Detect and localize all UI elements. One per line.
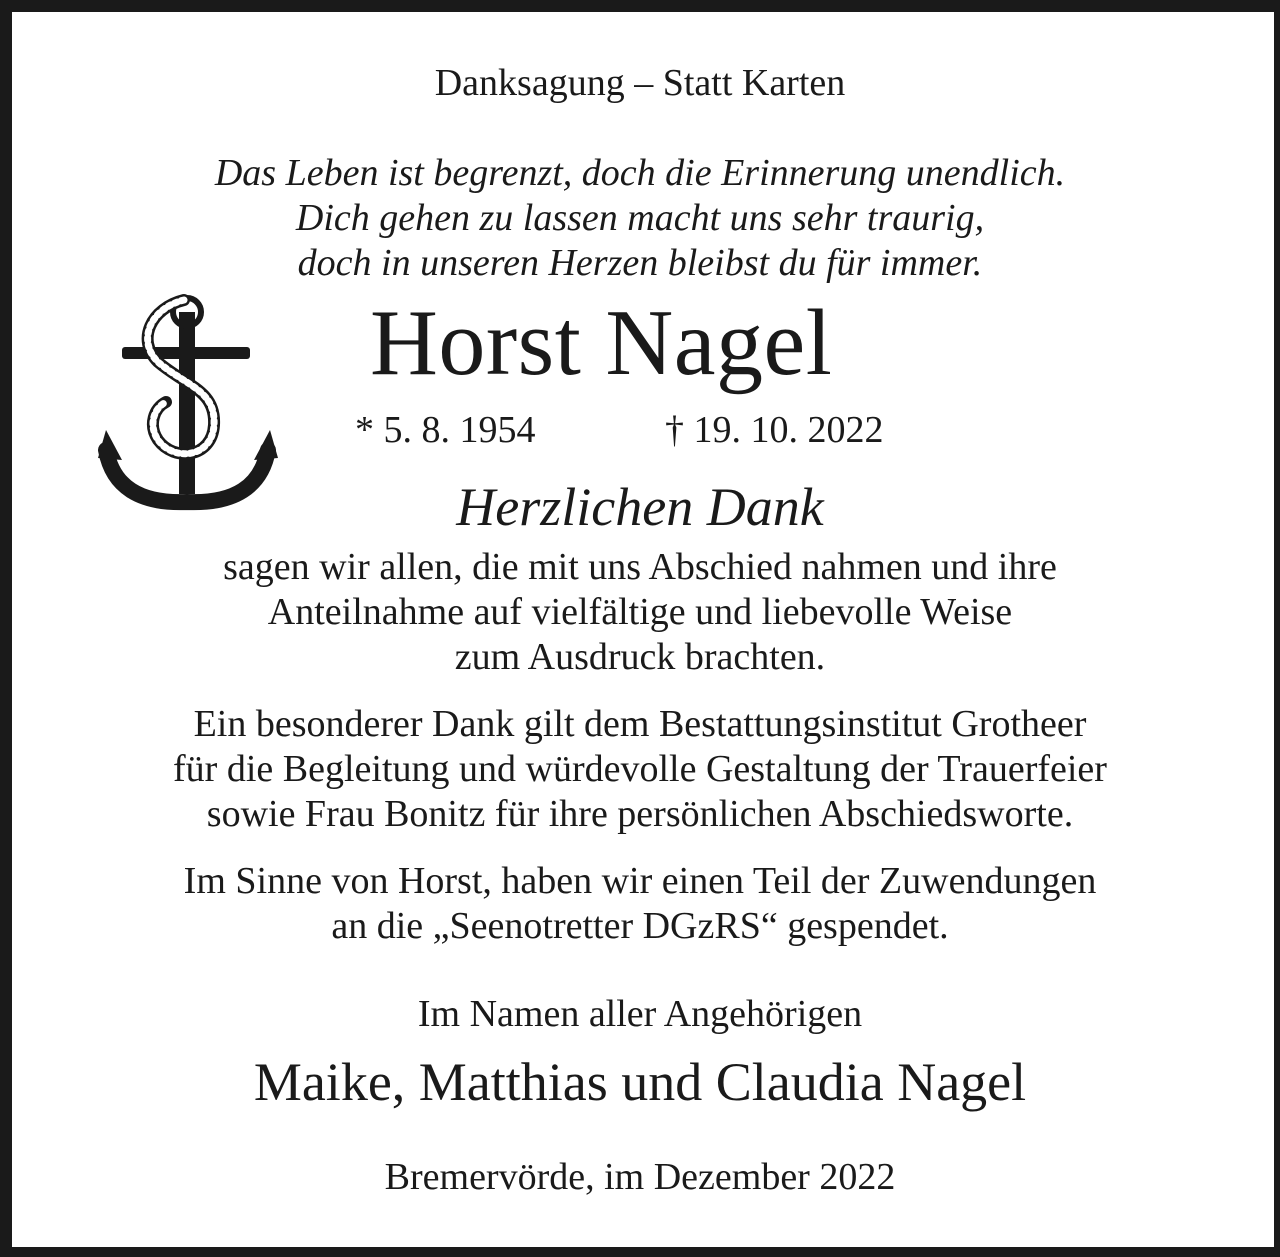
notice-heading: Danksagung – Statt Karten [434, 62, 846, 104]
motto-line: Das Leben ist begrenzt, doch die Erinnerung unendlich. [214, 152, 1066, 194]
special-thanks-line: sowie Frau Bonitz für ihre persönlichen Abschiedsworte. [206, 793, 1074, 835]
closing-line: Im Namen aller Angehörigen [417, 993, 863, 1035]
place-date: Bremervörde, im Dezember 2022 [384, 1156, 896, 1198]
deceased-name: Horst Nagel [370, 291, 833, 395]
thanks-title: Herzlichen Dank [456, 477, 824, 537]
birth-date: * 5. 8. 1954 [355, 409, 536, 451]
thanks-paragraph-line: Anteilnahme auf vielfältige und liebevolle Weise [267, 591, 1013, 633]
death-date: † 19. 10. 2022 [665, 409, 884, 451]
special-thanks-line: Ein besonderer Dank gilt dem Bestattungsinstitut Grotheer [193, 703, 1087, 745]
motto-line: doch in unseren Herzen bleibst du für immer. [297, 242, 983, 284]
special-thanks-line: für die Begleitung und würdevolle Gestaltung der Trauerfeier [173, 748, 1107, 790]
thanks-paragraph-line: zum Ausdruck brachten. [454, 636, 826, 678]
donation-line: Im Sinne von Horst, haben wir einen Teil der Zuwendungen [183, 860, 1097, 902]
donation-line: an die „Seenotretter DGzRS“ gespendet. [331, 905, 949, 947]
motto-line: Dich gehen zu lassen macht uns sehr traurig, [295, 197, 985, 239]
thanks-paragraph-line: sagen wir allen, die mit uns Abschied nahmen und ihre [223, 546, 1057, 588]
signers: Maike, Matthias und Claudia Nagel [253, 1052, 1027, 1112]
